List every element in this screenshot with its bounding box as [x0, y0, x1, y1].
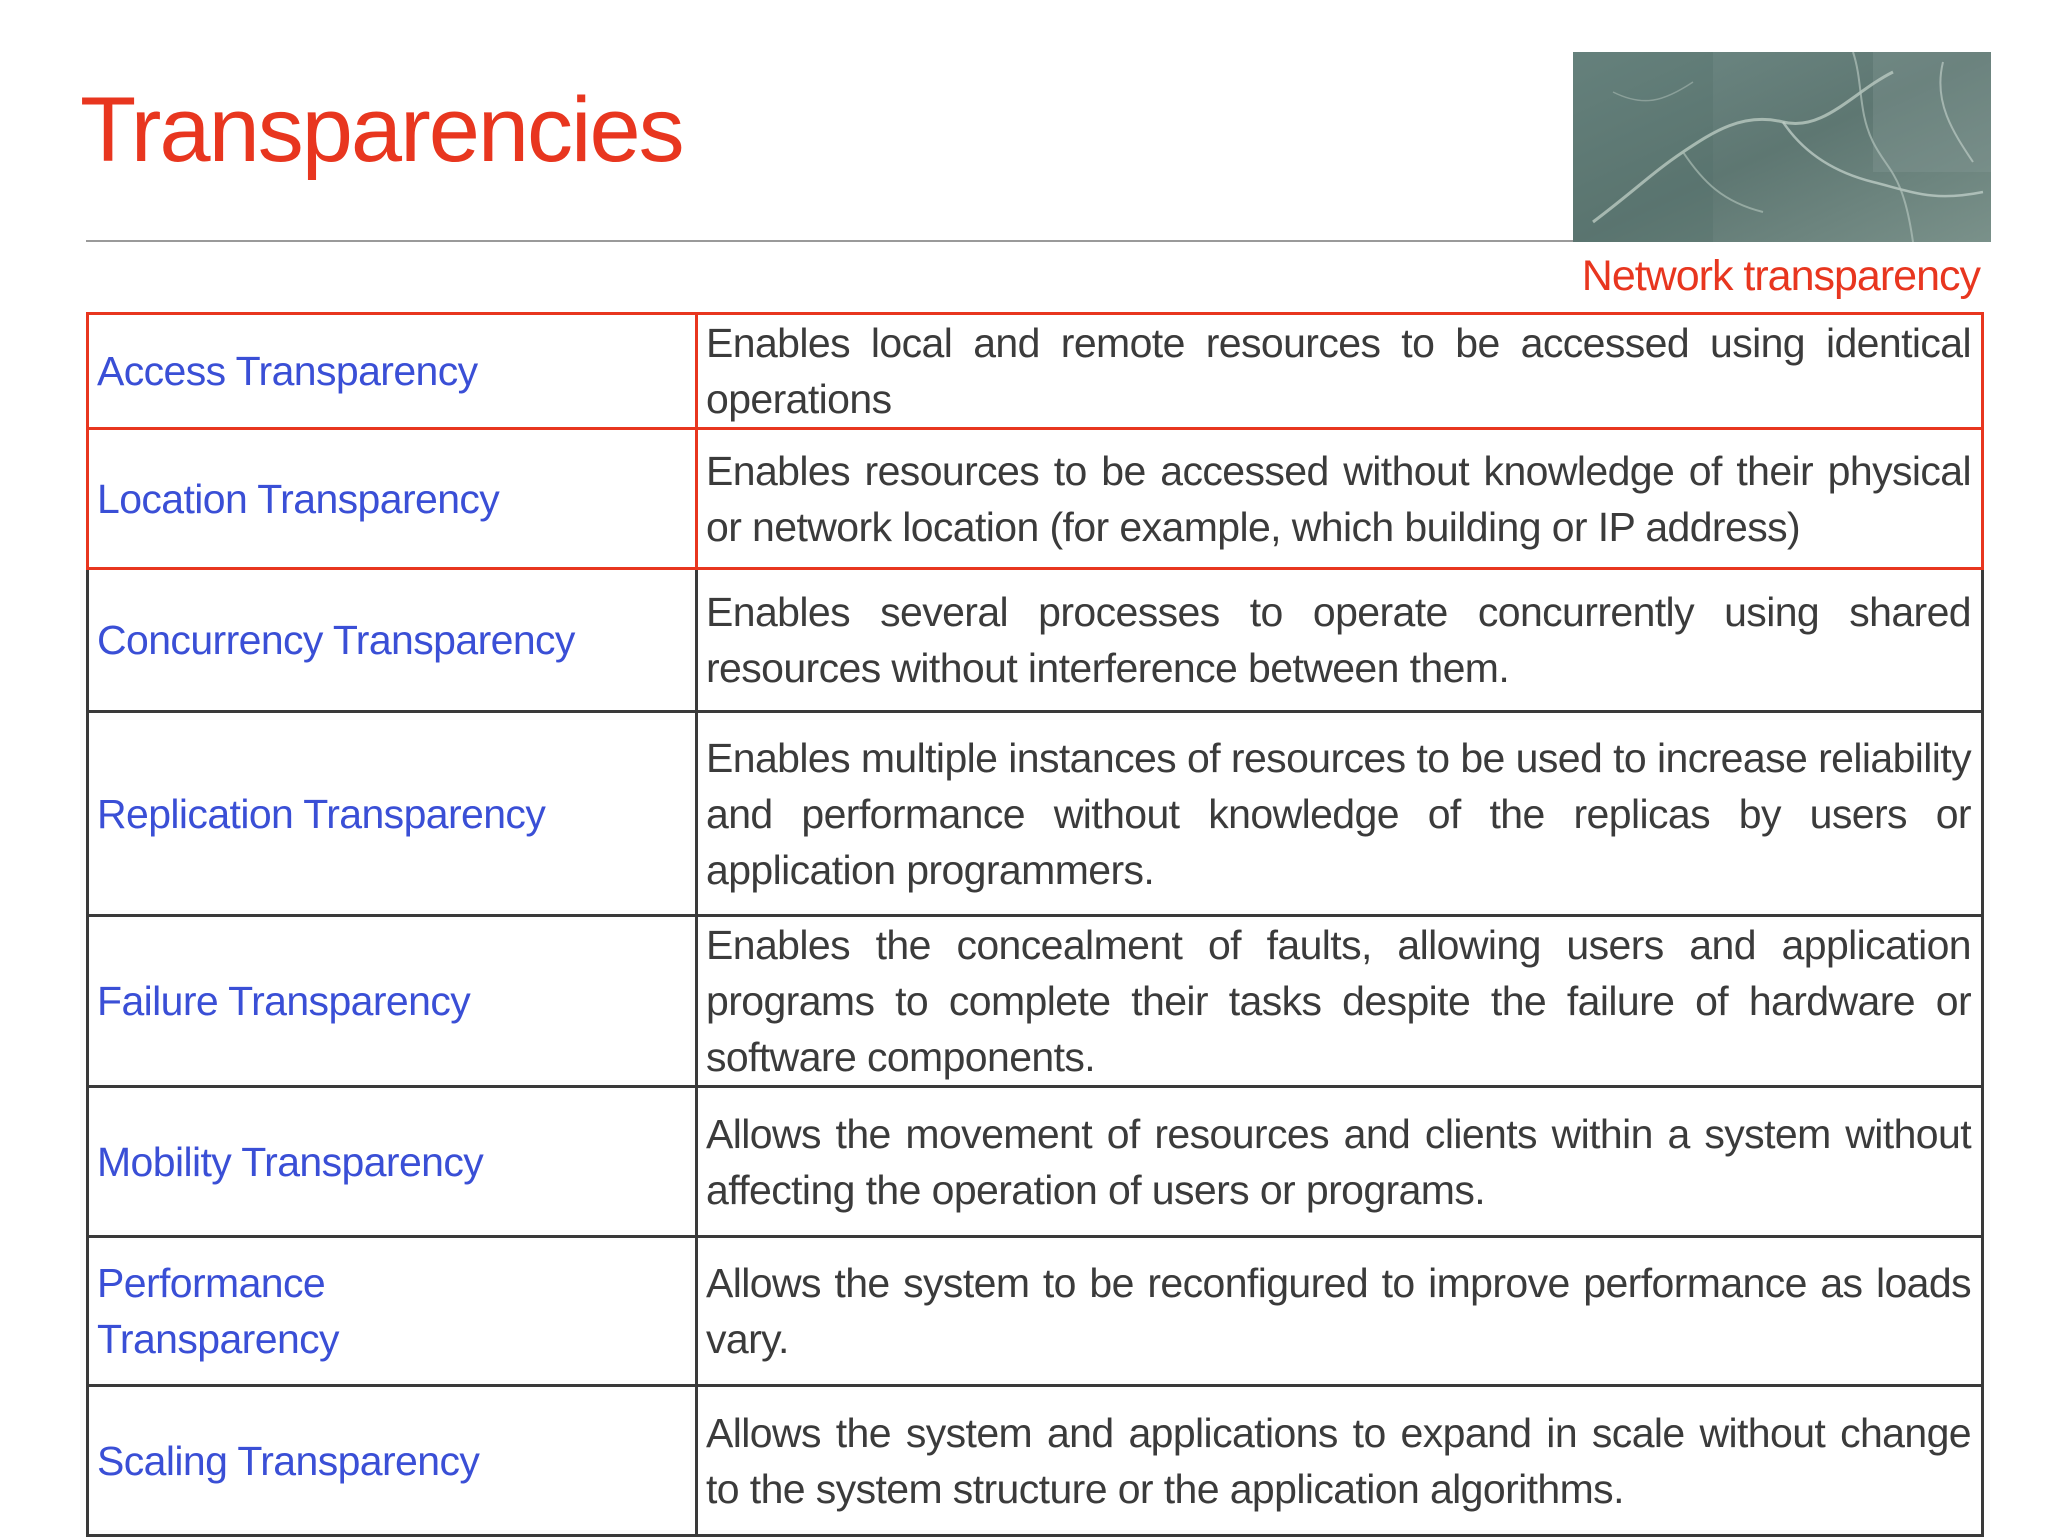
table-row: [88, 1237, 1983, 1386]
table-row: [88, 1087, 1983, 1237]
term-cell: Failure Transparency: [88, 916, 697, 1087]
description-cell: Enables resources to be accessed without knowledge of their physical or network location (for example, which building or IP address): [697, 429, 1983, 569]
corner-texture-image: [1573, 52, 1991, 242]
term-cell: Mobility Transparency: [88, 1087, 697, 1237]
table-row: [88, 1386, 1983, 1536]
term-cell: Location Transparency: [88, 429, 697, 569]
term-cell: Performance Transparency: [88, 1237, 697, 1386]
term-cell: Access Transparency: [88, 314, 697, 429]
description-cell: Allows the system and applications to expand in scale without change to the system structure or the application algorithms.: [697, 1386, 1983, 1536]
transparencies-table: [86, 312, 1984, 1537]
table-row: [88, 569, 1983, 712]
term-cell: Concurrency Transparency: [88, 569, 697, 712]
slide-title: Transparencies: [80, 79, 683, 181]
description-cell: Enables local and remote resources to be accessed using identical operations: [697, 314, 1983, 429]
description-cell: Enables the concealment of faults, allowing users and application programs to complete their tasks despite the failure of hardware or software components.: [697, 916, 1983, 1087]
description-cell: Allows the system to be reconfigured to improve performance as loads vary.: [697, 1237, 1983, 1386]
description-cell: Enables several processes to operate concurrently using shared resources without interference between them.: [697, 569, 1983, 712]
image-caption: Network transparency: [1581, 252, 1980, 300]
term-cell: Replication Transparency: [88, 712, 697, 916]
table-row: [88, 314, 1983, 429]
description-cell: Allows the movement of resources and clients within a system without affecting the operation of users or programs.: [697, 1087, 1983, 1237]
table-row: [88, 916, 1983, 1087]
table-row: [88, 712, 1983, 916]
term-cell: Scaling Transparency: [88, 1386, 697, 1536]
table-row: [88, 429, 1983, 569]
description-cell: Enables multiple instances of resources to be used to increase reliability and performance without knowledge of the replicas by users or application programmers.: [697, 712, 1983, 916]
title-divider: [86, 240, 1586, 242]
